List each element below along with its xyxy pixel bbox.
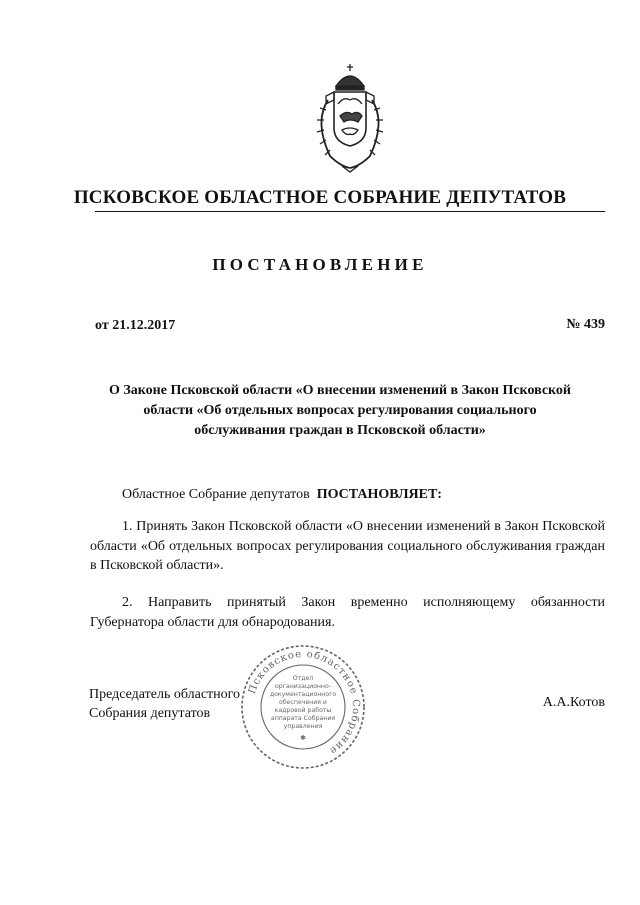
- stamp-line: кадровой работы: [274, 707, 332, 714]
- resolve-clause: [122, 487, 442, 503]
- document-date: от 21.12.2017: [95, 318, 176, 333]
- stamp-ring-text: Псковское областное Собрание: [246, 648, 362, 757]
- signer-name: А.А.Котов: [542, 695, 605, 710]
- stamp-line: обеспечения и: [279, 699, 327, 706]
- resolution-item: 1. Принять Закон Псковской области «О внесении изменений в Закон Псковской области «Об отдельных вопросах регулирования социального обслуживания граждан в Псковской области».: [90, 519, 605, 573]
- svg-text:✱: ✱: [300, 734, 306, 742]
- signer-title-line: Собрания депутатов: [89, 706, 211, 721]
- official-round-stamp-icon: [238, 642, 368, 772]
- subject-line: области «Об отдельных вопросах регулирования социального: [143, 403, 537, 418]
- stamp-line: организационно-: [274, 683, 332, 690]
- signer-title-line: Председатель областного: [89, 687, 241, 702]
- stamp-line: управления: [283, 723, 323, 730]
- stamp-line: документационного: [269, 691, 337, 698]
- document-type: ПОСТАНОВЛЕНИЕ: [212, 255, 428, 274]
- document-number: № 439: [566, 317, 605, 332]
- organization-title: ПСКОВСКОЕ ОБЛАСТНОЕ СОБРАНИЕ ДЕПУТАТОВ: [73, 187, 567, 208]
- resolve-prefix: Областное Собрание депутатов: [122, 487, 310, 502]
- header-divider: [95, 211, 605, 212]
- stamp-line: Отдел: [292, 675, 314, 682]
- subject-line: О Законе Псковской области «О внесении изменений в Закон Псковской: [109, 383, 571, 398]
- resolve-keyword: ПОСТАНОВЛЯЕТ:: [316, 487, 442, 502]
- signer-title: [89, 685, 240, 723]
- document-subject: [80, 381, 600, 441]
- subject-line: обслуживания граждан в Псковской области»: [194, 423, 486, 438]
- resolution-item: 2. Направить принятый Закон временно исполняющему обязанности Губернатора области для обнародования.: [90, 595, 605, 630]
- stamp-line: аппарата Собрания: [270, 715, 336, 722]
- pskov-coat-of-arms-icon: [300, 60, 400, 180]
